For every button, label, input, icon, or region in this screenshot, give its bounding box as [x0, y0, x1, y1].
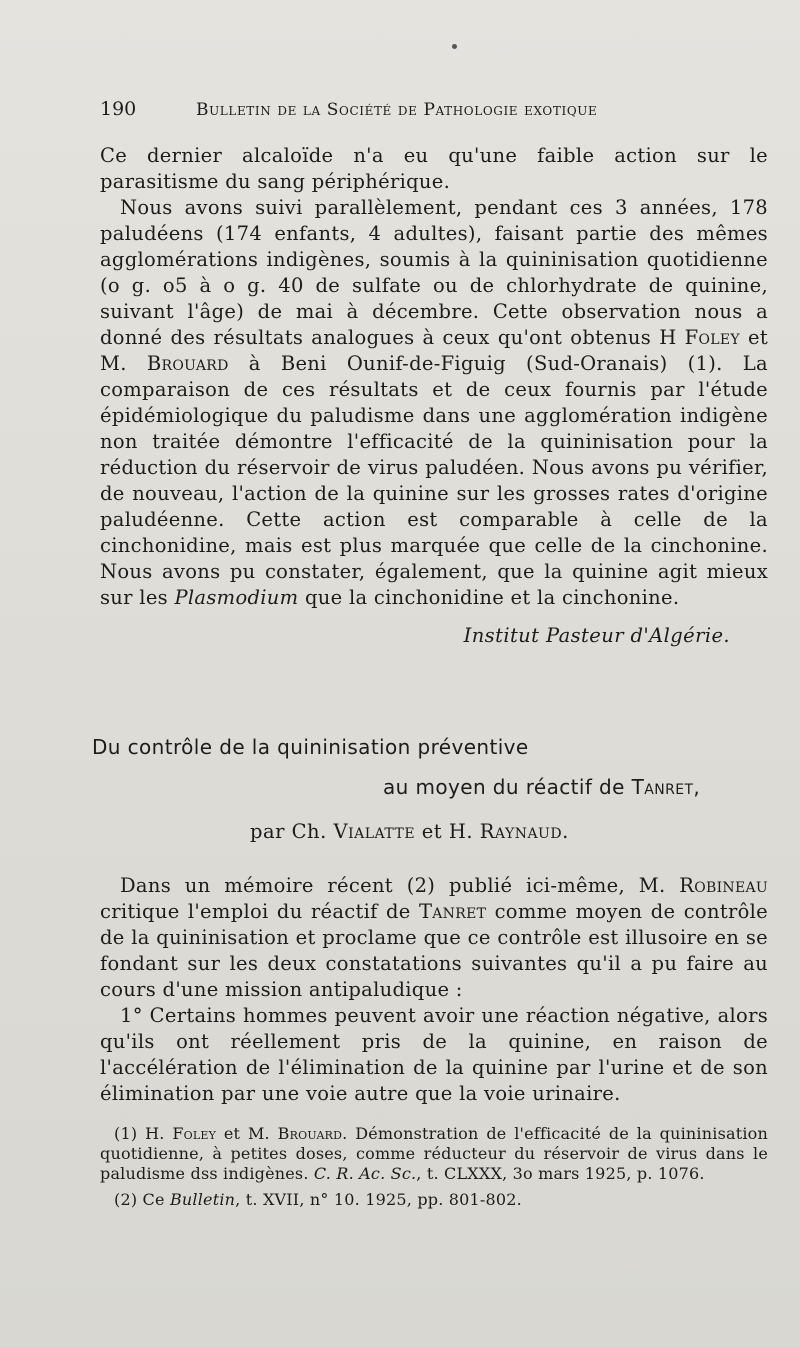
fn-author-foley: Foley — [172, 1124, 217, 1143]
footnote-1 — [100, 1124, 768, 1184]
text-run: . — [562, 820, 569, 843]
print-speck — [452, 44, 457, 49]
fn-author-brouard: Brouard — [277, 1124, 343, 1143]
text-run: par Ch. — [250, 820, 334, 843]
footnotes — [100, 1124, 768, 1210]
text-run: , — [693, 775, 701, 799]
article2-paragraph-1 — [100, 873, 768, 1003]
text-run: et M. — [216, 1124, 278, 1143]
name-tanret: Tanret — [418, 900, 487, 923]
text-run: à Beni Ounif-de-Figuig (Sud-Oranais) (1). La comparaison de ces résultats et de ceux fournis par l'étude épidémiologique du paludisme dans une agglomération indigène non traitée démontre l'efficacité de la quininisation pour la réduction du réservoir de virus paludéen. Nous avons pu vérifier, de nouveau, l'action de la quinine sur les grosses rates d'origine paludéenne. Cette action est comparable à celle de la cinchonidine, mais est plus marquée que celle de la cinchonine. Nous avons pu constater, également, que la quinine agit mieux sur les — [100, 352, 768, 609]
running-title: Bulletin de la Société de Pathologie exotique — [196, 100, 598, 120]
text-run: critique l'emploi du réactif de — [100, 900, 419, 923]
article1-paragraph-2 — [100, 195, 768, 611]
footnote-2 — [100, 1190, 768, 1210]
page-number: 190 — [100, 98, 137, 120]
text-run: comme moyen de contrôle de la quininisation et proclame que ce contrôle est illusoire en se fondant sur les deux constatations suivantes qu'il a pu faire au cours d'une mission antipaludique : — [100, 900, 768, 1001]
text-run: Dans un mémoire récent (2) publié ici-même, M. — [120, 874, 680, 897]
article1-paragraph-1: Ce dernier alcaloïde n'a eu qu'une faible action sur le parasitisme du sang périphérique. — [100, 144, 768, 193]
text-run: , t. XVII, n° 10. 1925, pp. 801-802. — [235, 1190, 522, 1209]
text-run: , t. CLXXX, 3o mars 1925, p. 1076. — [416, 1164, 705, 1183]
article2-body — [100, 873, 768, 1107]
text-run: que la cinchonidine et la cinchonine. — [298, 586, 680, 609]
text-run: . Démonstration de l'efficacité de la quininisation quotidienne, à petites doses, comme réducteur du réservoir de virus dans le paludisme dss indigènes. — [100, 1124, 769, 1183]
taxon-plasmodium: Plasmodium — [174, 586, 299, 609]
fn-journal: C. R. Ac. Sc. — [313, 1164, 417, 1183]
text-run: (2) Ce — [114, 1190, 170, 1209]
text-run: et M. — [100, 326, 768, 375]
text-run: (1) H. — [114, 1124, 173, 1143]
article-title-line-2 — [383, 775, 800, 799]
author-name-brouard: Brouard — [146, 352, 229, 375]
affiliation: Institut Pasteur d'Algérie. — [463, 624, 730, 647]
text-run: et H. — [415, 820, 480, 843]
text-run: au moyen du réactif de — [383, 775, 632, 799]
fn-journal-bulletin: Bulletin — [169, 1190, 236, 1209]
title-name-tanret: Tanret — [631, 775, 694, 799]
author-raynaud: Raynaud — [479, 820, 563, 843]
article-title-line-1: Du contrôle de la quininisation préventive — [92, 735, 529, 759]
text-run: Nous avons suivi parallèlement, pendant ces 3 années, 178 paludéens (174 enfants, 4 adultes), faisant partie des mêmes agglomérations indigènes, soumis à la quininisation quotidienne (o g. o5 à o g. 40 de sulfate ou de chlorhydrate de quinine, suivant l'âge) de mai à décembre. Cette observation nous a donné des résultats analogues à ceux qu'ont obtenus H — [100, 196, 768, 349]
author-name-foley: Foley — [684, 326, 740, 349]
author-name-robineau: Robineau — [679, 874, 768, 897]
author-vialatte: Vialatte — [333, 820, 416, 843]
article1-body — [100, 143, 768, 611]
byline — [250, 820, 569, 843]
page-header — [100, 98, 760, 120]
article2-paragraph-2: 1° Certains hommes peuvent avoir une réaction négative, alors qu'ils ont réellement pris de la quinine, en raison de l'accélération de l'élimination de la quinine par l'urine et de son élimination par une voie autre que la voie urinaire. — [100, 1004, 768, 1105]
